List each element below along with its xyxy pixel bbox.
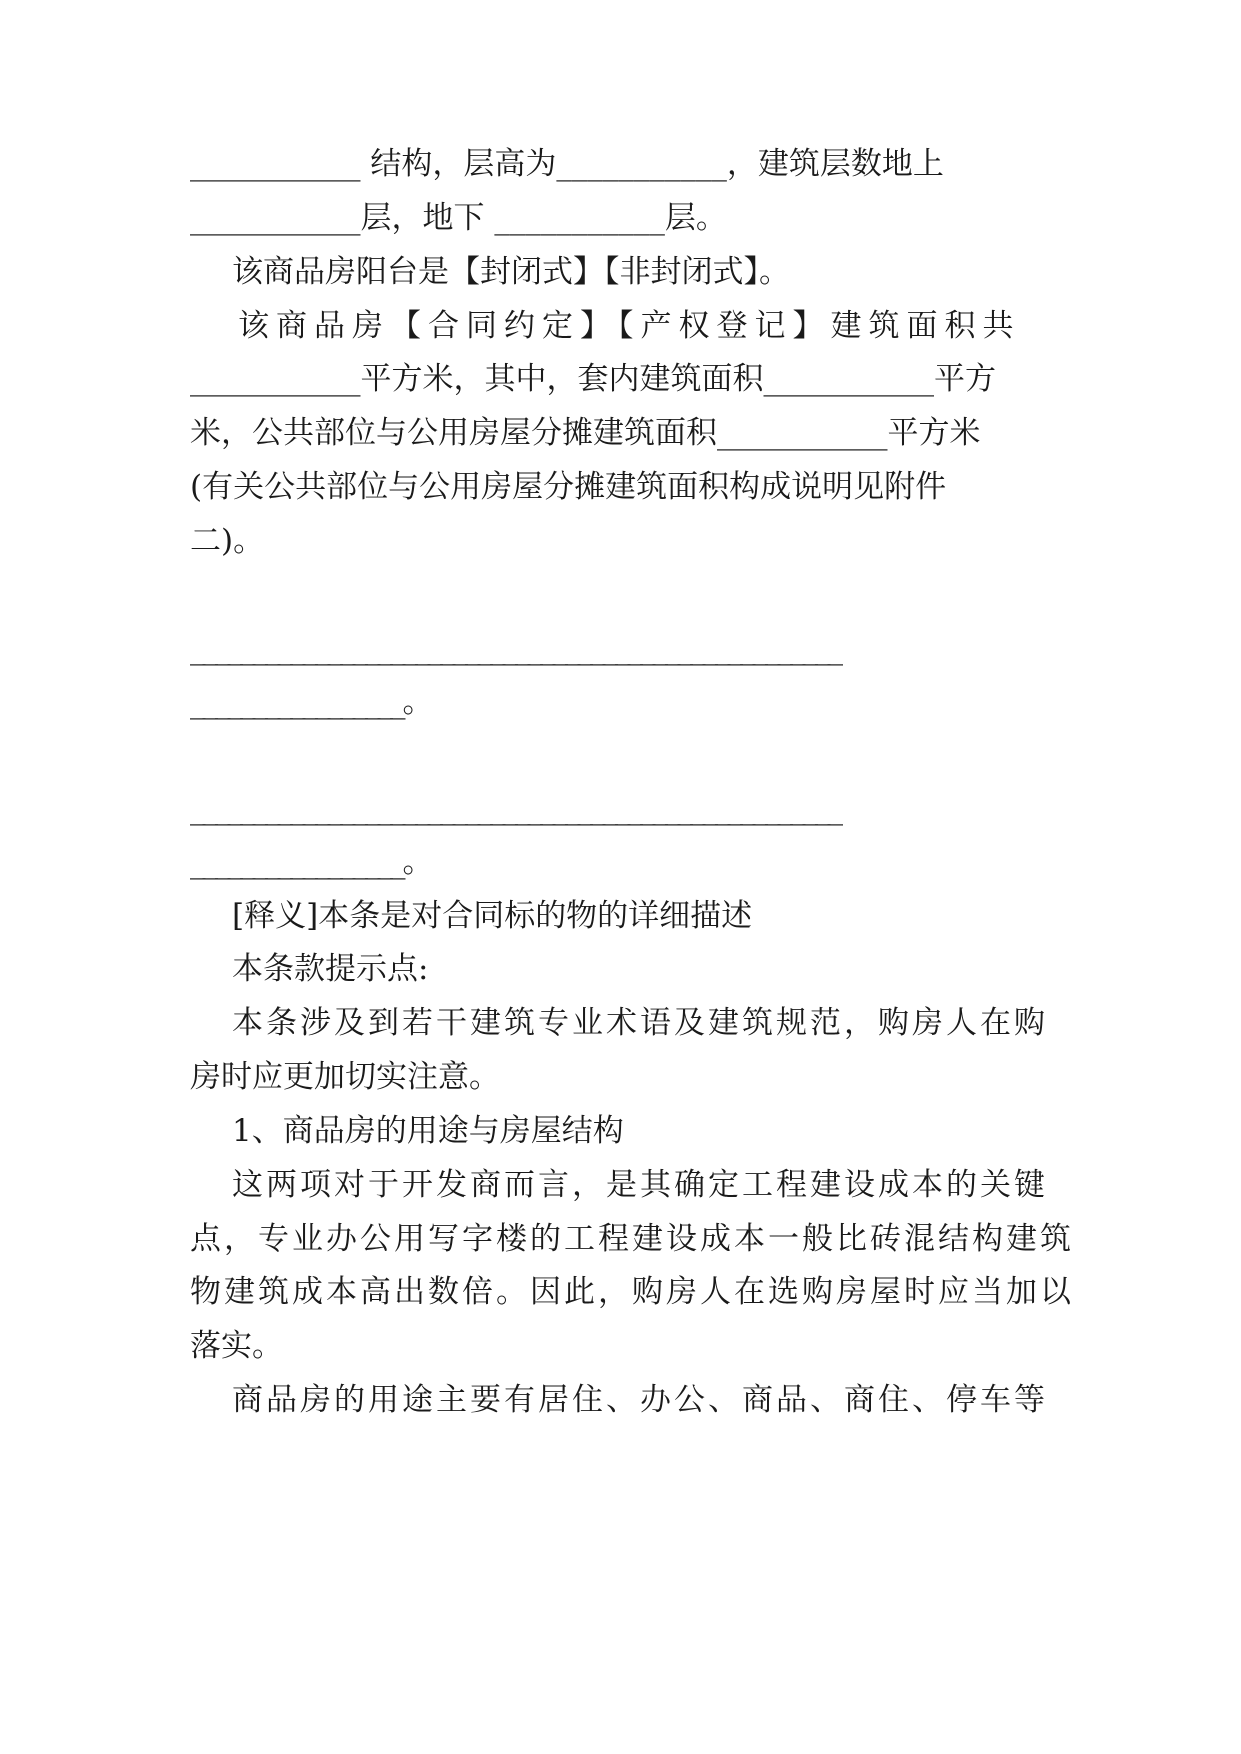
blank-line-2: ____________________________________________________: [190, 790, 840, 826]
paragraph-1-line-2: 房时应更加切实注意。: [190, 1059, 500, 1095]
structure-line: [190, 144, 1052, 184]
paragraph-2-line-1: 这两项对于开发商而言，是其确定工程建设成本的关键: [232, 1167, 1048, 1203]
area-note-end: 二)。: [190, 523, 265, 559]
blank-line-1-end: _________________。: [190, 684, 431, 720]
paragraph-2-line-4: 落实。: [190, 1328, 283, 1364]
text-line: ___________ 结构，层高为___________，建筑层数地上: [190, 146, 944, 182]
blank-line-2-end: _________________。: [190, 844, 431, 880]
area-line-1: ___________平方米，其中，套内建筑面积___________平方: [190, 361, 996, 397]
paragraph-2-line-3: 物建筑成本高出数倍。因此，购房人在选购房屋时应当加以: [190, 1274, 1074, 1310]
paragraph-2-line-2: 点，专业办公用写字楼的工程建设成本一般比砖混结构建筑: [190, 1221, 1074, 1257]
paragraph-1-line-1: 本条涉及到若干建筑专业术语及建筑规范，购房人在购: [232, 1005, 1048, 1041]
balcony-line: 该商品房阳台是【封闭式】【非封闭式】。: [232, 254, 790, 290]
definition-line: [释义]本条是对合同标的物的详细描述: [232, 898, 753, 934]
tips-heading: 本条款提示点:: [232, 951, 429, 987]
blank-line-1: ____________________________________________________: [190, 630, 840, 666]
area-note-line: (有关公共部位与公用房屋分摊建筑面积构成说明见附件: [190, 469, 947, 505]
area-line-2: 米，公共部位与公用房屋分摊建筑面积___________平方米: [190, 415, 981, 451]
section-heading-1: 1、商品房的用途与房屋结构: [232, 1113, 624, 1149]
paragraph-3-line-1: 商品房的用途主要有居住、办公、商品、商住、停车等: [232, 1382, 1048, 1418]
floors-line: ___________层，地下 ___________层。: [190, 200, 727, 236]
area-intro-line: 该商品房【合同约定】【产权登记】建筑面积共: [238, 308, 1021, 344]
